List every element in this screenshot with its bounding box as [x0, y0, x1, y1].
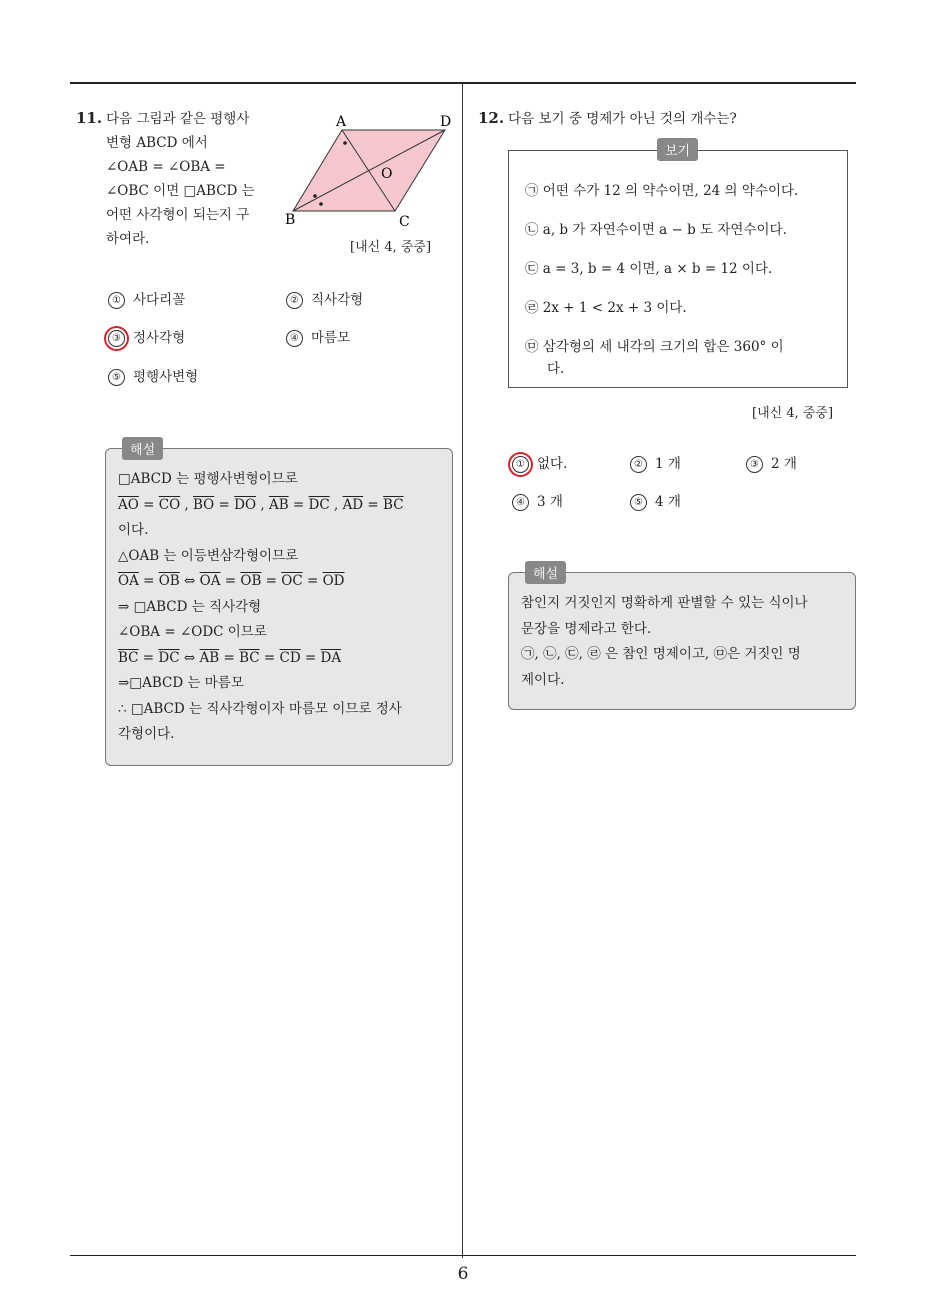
answer-mark-icon: ① — [512, 456, 529, 473]
explanation-line: ⇒ □ABCD 는 직사각형 — [118, 598, 262, 615]
vertex-label-o: O — [381, 166, 393, 182]
vertex-label-b: B — [285, 212, 296, 228]
option-number: ④ — [286, 330, 303, 347]
q11-stem-line: 하여라. — [106, 231, 150, 247]
q11-explanation-box — [105, 443, 453, 766]
option-label: 4 개 — [655, 494, 681, 510]
explanation-line-overline: $\overline{BC} = \overline{DC}$ ⇔ $\overline{AB} = \overline{BC} = \overline{CD} = \overline{DA}$ — [118, 649, 342, 666]
q11-stem-line: 변형 ABCD 에서 — [106, 135, 208, 151]
option-number: ② — [630, 456, 647, 473]
explanation-line-overline: $\overline{OA} = \overline{OB}$ ⇔ $\overline{OA} = \overline{OB} = \overline{OC} = \overline{OD}$ — [118, 573, 345, 589]
explanation-line: ∴ □ABCD 는 직사각형이자 마름모 이므로 정사 — [118, 700, 402, 717]
parallelogram-figure — [285, 108, 460, 233]
option-number: ② — [286, 292, 303, 309]
explanation-title: 해설 — [122, 437, 163, 460]
q11-stem-line: 어떤 사각형이 되는지 구 — [106, 207, 250, 223]
bogi-item: ㉣ 2x + 1 < 2x + 3 이다. — [525, 300, 687, 316]
option-label: 사다리꼴 — [133, 292, 186, 308]
q12-source: [내신 4, 중중] — [752, 406, 834, 421]
explanation-line: 제이다. — [521, 671, 565, 688]
q11-source: [내신 4, 중중] — [350, 240, 432, 255]
page-number: 6 — [457, 1264, 469, 1284]
option-number: ① — [108, 292, 125, 309]
option-label: 2 개 — [771, 456, 797, 472]
explanation-line: 각형이다. — [118, 726, 175, 742]
q12-stem-text: 다음 보기 중 명제가 아닌 것의 개수는? — [508, 111, 737, 127]
q11-stem-line: ∠OBC 이면 □ABCD 는 — [106, 183, 255, 199]
option-label: 1 개 — [655, 456, 681, 472]
q11-stem-line: 다음 그림과 같은 평행사 — [106, 111, 250, 127]
footer-rule — [70, 1255, 856, 1256]
q12-number: 12. — [478, 109, 505, 127]
option-number: ⑤ — [630, 494, 647, 511]
q12-option-3[interactable] — [746, 452, 797, 473]
vertex-label-c: C — [399, 214, 410, 230]
bogi-item: ㉢ a = 3, b = 4 이면, a × b = 12 이다. — [525, 261, 773, 277]
q12-explanation-box — [508, 567, 856, 710]
q11-number: 11. — [76, 109, 103, 127]
q11-option-2[interactable] — [286, 288, 363, 309]
explanation-line: ∠OBA = ∠ODC 이므로 — [118, 624, 267, 640]
q11-stem — [76, 106, 286, 251]
explanation-line: 이다. — [118, 522, 149, 538]
q12-bogi-box — [508, 144, 848, 388]
option-number: ④ — [512, 494, 529, 511]
option-number: ⑤ — [108, 369, 125, 386]
q11-stem-line: ∠OAB = ∠OBA = — [106, 159, 226, 175]
explanation-line: ⇒□ABCD 는 마름모 — [118, 675, 244, 691]
explanation-line-overline: $\overline{AO} = \overline{CO}$ , $\overline{BO} = \overline{DO}$ , $\overline{AB} = \overline{DC}$ , $\overline{AD} = \overline{BC}$ — [118, 496, 404, 513]
bogi-title: 보기 — [657, 138, 698, 161]
explanation-line: 문장을 명제라고 한다. — [521, 620, 652, 637]
q11-option-1[interactable] — [108, 288, 185, 309]
vertex-label-a: A — [336, 114, 347, 130]
q12-option-5[interactable] — [630, 490, 681, 511]
q11-option-4[interactable] — [286, 326, 350, 347]
option-label: 직사각형 — [311, 292, 364, 308]
header-rule — [70, 82, 856, 84]
answer-mark-icon: ③ — [108, 330, 125, 347]
explanation-line: △OAB 는 이등변삼각형이므로 — [118, 547, 299, 564]
column-divider — [462, 84, 463, 1258]
option-label: 3 개 — [537, 494, 563, 510]
option-label: 마름모 — [311, 330, 351, 346]
explanation-line: □ABCD 는 평행사변형이므로 — [118, 471, 298, 487]
q11-option-3[interactable] — [108, 326, 185, 347]
option-label: 정사각형 — [133, 330, 186, 346]
q11-option-5[interactable] — [108, 365, 198, 386]
bogi-item: 다. — [547, 361, 565, 377]
q12-stem — [478, 106, 737, 131]
q12-option-4[interactable] — [512, 490, 563, 511]
bogi-item: ㉤ 삼각형의 세 내각의 크기의 합은 360° 이 — [525, 339, 784, 355]
bogi-item: ㉠ 어떤 수가 12 의 약수이면, 24 의 약수이다. — [525, 183, 799, 199]
option-label: 없다. — [537, 456, 568, 472]
option-number: ③ — [746, 456, 763, 473]
explanation-title: 해설 — [525, 561, 566, 584]
explanation-line: ㉠, ㉡, ㉢, ㉣ 은 참인 명제이고, ㉤은 거짓인 명 — [521, 646, 801, 662]
q12-option-1[interactable] — [512, 452, 567, 473]
vertex-label-d: D — [440, 114, 452, 130]
explanation-line: 참인지 거짓인지 명확하게 판별할 수 있는 식이나 — [521, 595, 808, 611]
q12-option-2[interactable] — [630, 452, 681, 473]
option-label: 평행사변형 — [133, 369, 199, 385]
bogi-item: ㉡ a, b 가 자연수이면 a − b 도 자연수이다. — [525, 222, 787, 238]
